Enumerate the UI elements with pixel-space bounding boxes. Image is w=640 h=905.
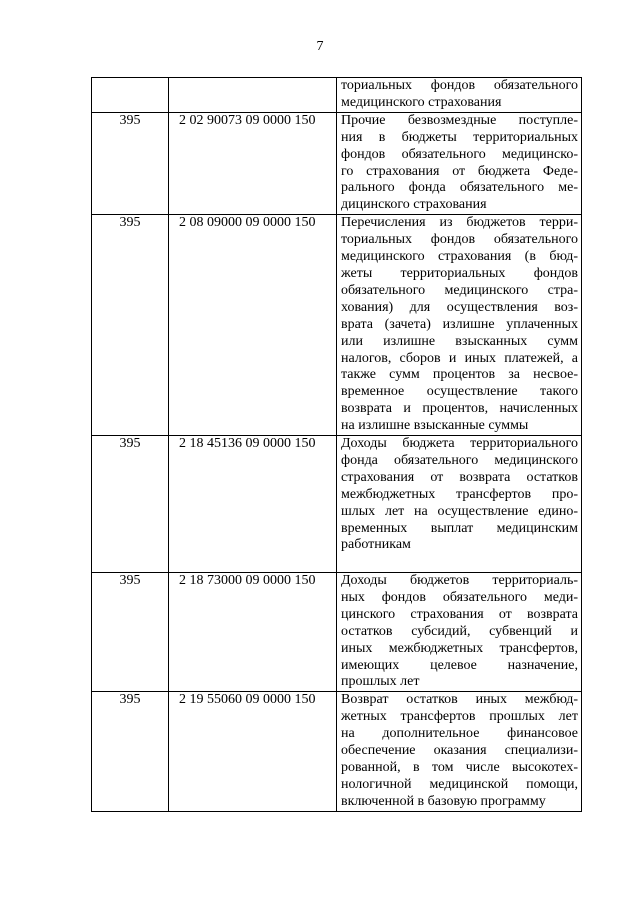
description-line: Возврат остатков иных межбюд- bbox=[341, 692, 578, 708]
description-line: или излишне взысканных сумм bbox=[341, 333, 578, 349]
admin-code-cell: 395 bbox=[92, 573, 169, 692]
description-line: возврата и процентов, начисленных bbox=[341, 401, 578, 417]
budget-classification-code-cell: 2 02 90073 09 0000 150 bbox=[169, 112, 337, 214]
admin-code-cell: 395 bbox=[92, 215, 169, 436]
table-row bbox=[92, 215, 582, 436]
description-line: Доходы бюджетов территориаль- bbox=[341, 573, 578, 589]
income-description-cell bbox=[337, 215, 582, 436]
description-line: жеты территориальных фондов bbox=[341, 265, 578, 281]
description-line: врата (зачета) излишне уплаченных bbox=[341, 316, 578, 332]
description-line: фонда обязательного медицинского bbox=[341, 452, 578, 468]
description-line: налогов, сборов и иных платежей, а bbox=[341, 350, 578, 366]
table-row bbox=[92, 692, 582, 811]
description-line: также сумм процентов за несвое- bbox=[341, 367, 578, 383]
budget-classification-code-cell: 2 19 55060 09 0000 150 bbox=[169, 692, 337, 811]
description-line: ториальных фондов обязательного bbox=[341, 78, 578, 93]
description-line: го страхования от бюджета Феде- bbox=[341, 163, 578, 179]
description-line: прошлых лет bbox=[341, 674, 420, 690]
description-line: на излишне взысканные суммы bbox=[341, 418, 529, 434]
budget-classification-code-cell: 2 18 73000 09 0000 150 bbox=[169, 573, 337, 692]
description-line: дицинского страхования bbox=[341, 197, 487, 213]
description-line: жетных трансфертов прошлых лет bbox=[341, 709, 578, 725]
description-line: временных выплат медицинским bbox=[341, 520, 578, 536]
description-line: хования) для осуществления воз- bbox=[341, 299, 578, 315]
income-description-cell bbox=[337, 692, 582, 811]
description-line: Прочие безвозмездные поступле- bbox=[341, 112, 578, 128]
income-description-cell bbox=[337, 78, 582, 113]
budget-codes-table bbox=[91, 77, 582, 812]
description-line: рального фонда обязательного ме- bbox=[341, 180, 578, 196]
description-line: Перечисления из бюджетов терри- bbox=[341, 215, 578, 231]
admin-code-cell: 395 bbox=[92, 436, 169, 573]
description-line: остатков субсидий, субвенций и bbox=[341, 623, 578, 639]
description-line: работникам bbox=[341, 537, 411, 553]
budget-classification-code-cell: 2 08 09000 09 0000 150 bbox=[169, 215, 337, 436]
income-description-cell bbox=[337, 436, 582, 573]
description-line: имеющих целевое назначение, bbox=[341, 657, 578, 673]
table-row bbox=[92, 78, 582, 113]
description-line: медицинского страхования bbox=[341, 94, 502, 110]
admin-code-cell: 395 bbox=[92, 112, 169, 214]
description-line: цинского страхования от возврата bbox=[341, 606, 578, 622]
description-line: шлых лет на осуществление едино- bbox=[341, 503, 578, 519]
description-line: иных межбюджетных трансфертов, bbox=[341, 640, 578, 656]
description-line: обеспечение оказания специализи- bbox=[341, 743, 578, 759]
description-line: Доходы бюджета территориального bbox=[341, 436, 578, 452]
page-number: 7 bbox=[316, 39, 324, 54]
table-row bbox=[92, 573, 582, 692]
description-line: страхования от возврата остатков bbox=[341, 469, 578, 485]
income-description-cell bbox=[337, 112, 582, 214]
description-line: межбюджетных трансфертов про- bbox=[341, 486, 578, 502]
description-line: медицинского страхования (в бюд- bbox=[341, 249, 578, 265]
table-row bbox=[92, 112, 582, 214]
budget-classification-code-cell: 2 18 45136 09 0000 150 bbox=[169, 436, 337, 573]
admin-code-cell: 395 bbox=[92, 692, 169, 811]
description-line: ных фондов обязательного меди- bbox=[341, 589, 578, 605]
description-line: рованной, в том числе высокотех- bbox=[341, 760, 578, 775]
description-line: временное осуществление такого bbox=[341, 384, 578, 400]
description-line: ния в бюджеты территориальных bbox=[341, 129, 578, 145]
description-line: включенной в базовую программу bbox=[341, 793, 546, 809]
description-line: обязательного медицинского стра- bbox=[341, 282, 578, 298]
description-line: фондов обязательного медицинско- bbox=[341, 146, 578, 162]
admin-code-cell bbox=[92, 78, 169, 113]
description-line: нологичной медицинской помощи, bbox=[341, 776, 578, 792]
description-line: на дополнительное финансовое bbox=[341, 726, 578, 742]
description-line: ториальных фондов обязательного bbox=[341, 232, 578, 248]
income-description-cell bbox=[337, 573, 582, 692]
table-row bbox=[92, 436, 582, 573]
budget-classification-code-cell bbox=[169, 78, 337, 113]
